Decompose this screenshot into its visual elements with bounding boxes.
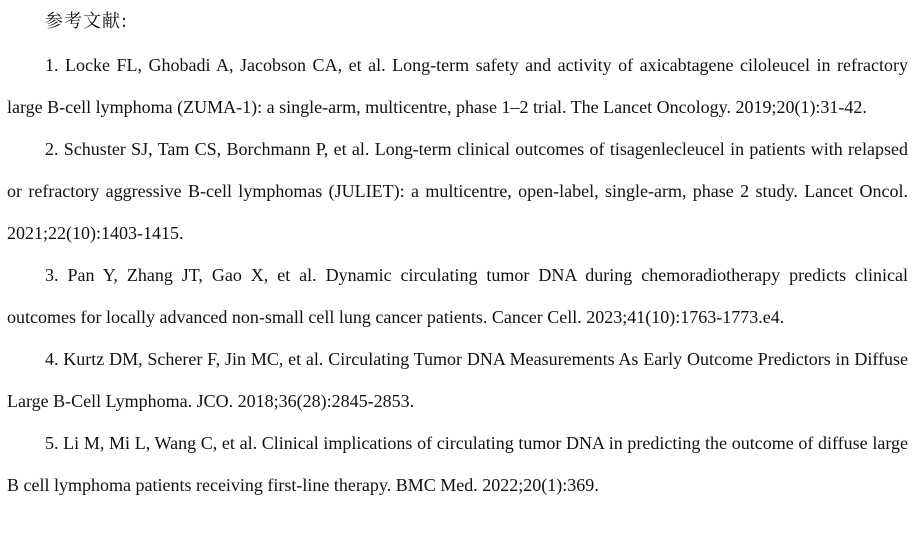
references-heading: 参考文献: [45,11,129,32]
reference-list [7,44,908,506]
reference-item: 4. Kurtz DM, Scherer F, Jin MC, et al. Circulating Tumor DNA Measurements As Early Outcome Predictors in Diffuse Large B-Cell Lymphoma. JCO. 2018;36(28):2845-2853. [7,349,908,411]
reference-item: 3. Pan Y, Zhang JT, Gao X, et al. Dynamic circulating tumor DNA during chemoradiotherapy predicts clinical outcomes for locally advanced non-small cell lung cancer patients. Cancer Cell. 2023;41(10):1763-1773.e4. [7,265,908,327]
reference-item: 5. Li M, Mi L, Wang C, et al. Clinical implications of circulating tumor DNA in predicting the outcome of diffuse large B cell lymphoma patients receiving first-line therapy. BMC Med. 2022;20(1):369. [7,433,908,495]
reference-item: 1. Locke FL, Ghobadi A, Jacobson CA, et al. Long-term safety and activity of axicabtagene ciloleucel in refractory large B-cell lymphoma (ZUMA-1): a single-arm, multicentre, phase 1–2 trial. The Lancet Oncology. 2019;20(1):31-42. [7,55,908,117]
reference-item: 2. Schuster SJ, Tam CS, Borchmann P, et al. Long-term clinical outcomes of tisagenlecleucel in patients with relapsed or refractory aggressive B-cell lymphomas (JULIET): a multicentre, open-label, single-arm, phase 2 study. Lancet Oncol. 2021;22(10):1403-1415. [7,139,908,243]
